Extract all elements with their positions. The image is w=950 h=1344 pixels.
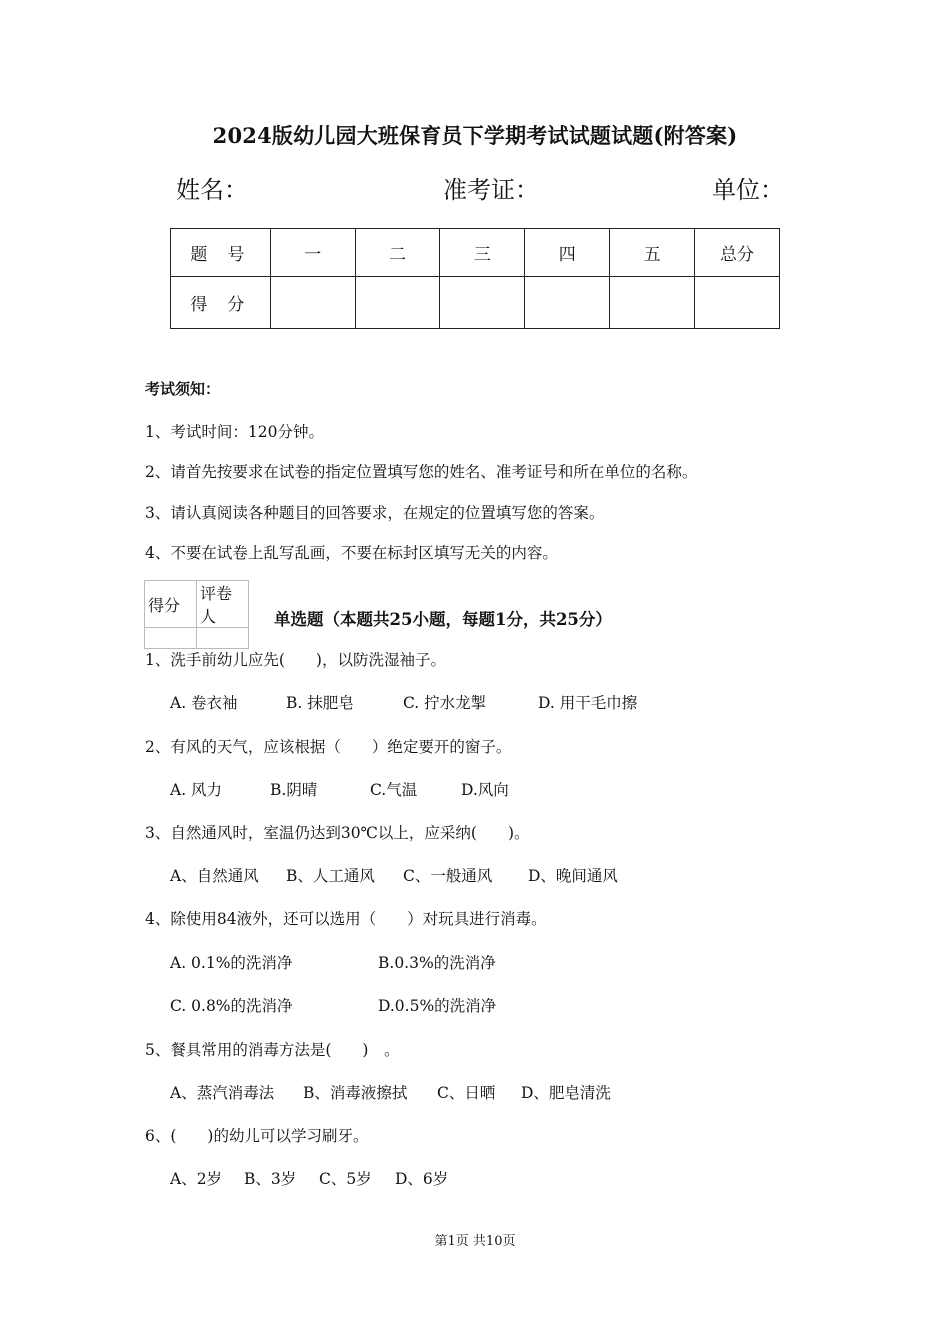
question-option: A、自然通风: [170, 867, 259, 885]
score-cell-total[interactable]: [695, 277, 780, 329]
exam-id-field-label: 准考证：: [443, 176, 539, 204]
column-5: 五: [610, 229, 695, 277]
question-option: B、人工通风: [286, 867, 375, 885]
question-option: C、日晒: [437, 1084, 496, 1102]
grader-score-label: 得分: [145, 581, 197, 628]
question-option: C.气温: [370, 781, 418, 799]
name-field-label: 姓名：: [176, 176, 248, 204]
question-stem: 4、除使用84液外，还可以选用（ ）对玩具进行消毒。: [145, 910, 547, 928]
question-option: B.0.3%的洗消净: [378, 954, 496, 972]
question-stem: 5、餐具常用的消毒方法是( ) 。: [145, 1041, 400, 1059]
notice-heading: 考试须知：: [145, 380, 221, 398]
score-cell[interactable]: [440, 277, 525, 329]
question-stem: 1、洗手前幼儿应先( )，以防洗湿袖子。: [145, 651, 446, 669]
question-option: B. 抹肥皂: [286, 694, 354, 712]
section-title: 单选题（本题共25小题，每题1分，共25分）: [274, 610, 612, 629]
score-cell[interactable]: [525, 277, 610, 329]
notice-item: 3、请认真阅读各种题目的回答要求，在规定的位置填写您的答案。: [145, 504, 605, 522]
score-table-score-row: [171, 277, 780, 329]
question-option: C、一般通风: [403, 867, 493, 885]
question-option: D、肥皂清洗: [521, 1084, 611, 1102]
question-option: A、2岁: [170, 1170, 223, 1188]
question-option: C、5岁: [319, 1170, 372, 1188]
score-label: 得分: [171, 277, 271, 329]
question-option: D.0.5%的洗消净: [378, 997, 497, 1015]
grader-name-label: 评卷人: [197, 581, 249, 628]
question-option: B、消毒液擦拭: [303, 1084, 408, 1102]
question-option: A、蒸汽消毒法: [170, 1084, 275, 1102]
question-option: D、6岁: [395, 1170, 449, 1188]
question-option: D.风向: [461, 781, 509, 799]
question-stem: 2、有风的天气，应该根据（ ）绝定要开的窗子。: [145, 738, 512, 756]
notice-item: 1、考试时间：120分钟。: [145, 423, 324, 441]
grader-name-cell[interactable]: [197, 628, 249, 649]
grader-box: [144, 580, 249, 649]
column-4: 四: [525, 229, 610, 277]
question-option: B.阴晴: [270, 781, 318, 799]
document-title: 2024版幼儿园大班保育员下学期考试试题试题(附答案): [212, 123, 738, 148]
score-cell[interactable]: [270, 277, 355, 329]
question-option: A. 风力: [170, 781, 223, 799]
notice-item: 2、请首先按要求在试卷的指定位置填写您的姓名、准考证号和所在单位的名称。: [145, 463, 698, 481]
question-option: B、3岁: [244, 1170, 297, 1188]
question-stem: 3、自然通风时，室温仍达到30℃以上，应采纳( )。: [145, 824, 530, 842]
column-3: 三: [440, 229, 525, 277]
grader-score-cell[interactable]: [145, 628, 197, 649]
notice-item: 4、不要在试卷上乱写乱画，不要在标封区填写无关的内容。: [145, 544, 558, 562]
score-table: [170, 228, 780, 329]
score-table-header-row: [171, 229, 780, 277]
column-2: 二: [355, 229, 440, 277]
question-option: D、晚间通风: [528, 867, 618, 885]
question-option: A. 卷衣袖: [170, 694, 238, 712]
question-option: C. 拧水龙掣: [403, 694, 487, 712]
score-cell[interactable]: [355, 277, 440, 329]
question-option: A. 0.1%的洗消净: [170, 954, 293, 972]
unit-field-label: 单位：: [712, 176, 784, 204]
question-stem: 6、( )的幼儿可以学习刷牙。: [145, 1127, 369, 1145]
score-cell[interactable]: [610, 277, 695, 329]
question-number-label: 题号: [171, 229, 271, 277]
question-option: C. 0.8%的洗消净: [170, 997, 293, 1015]
question-option: D. 用干毛巾擦: [538, 694, 638, 712]
column-total: 总分: [695, 229, 780, 277]
page-footer: 第1页 共10页: [434, 1234, 516, 1249]
column-1: 一: [270, 229, 355, 277]
